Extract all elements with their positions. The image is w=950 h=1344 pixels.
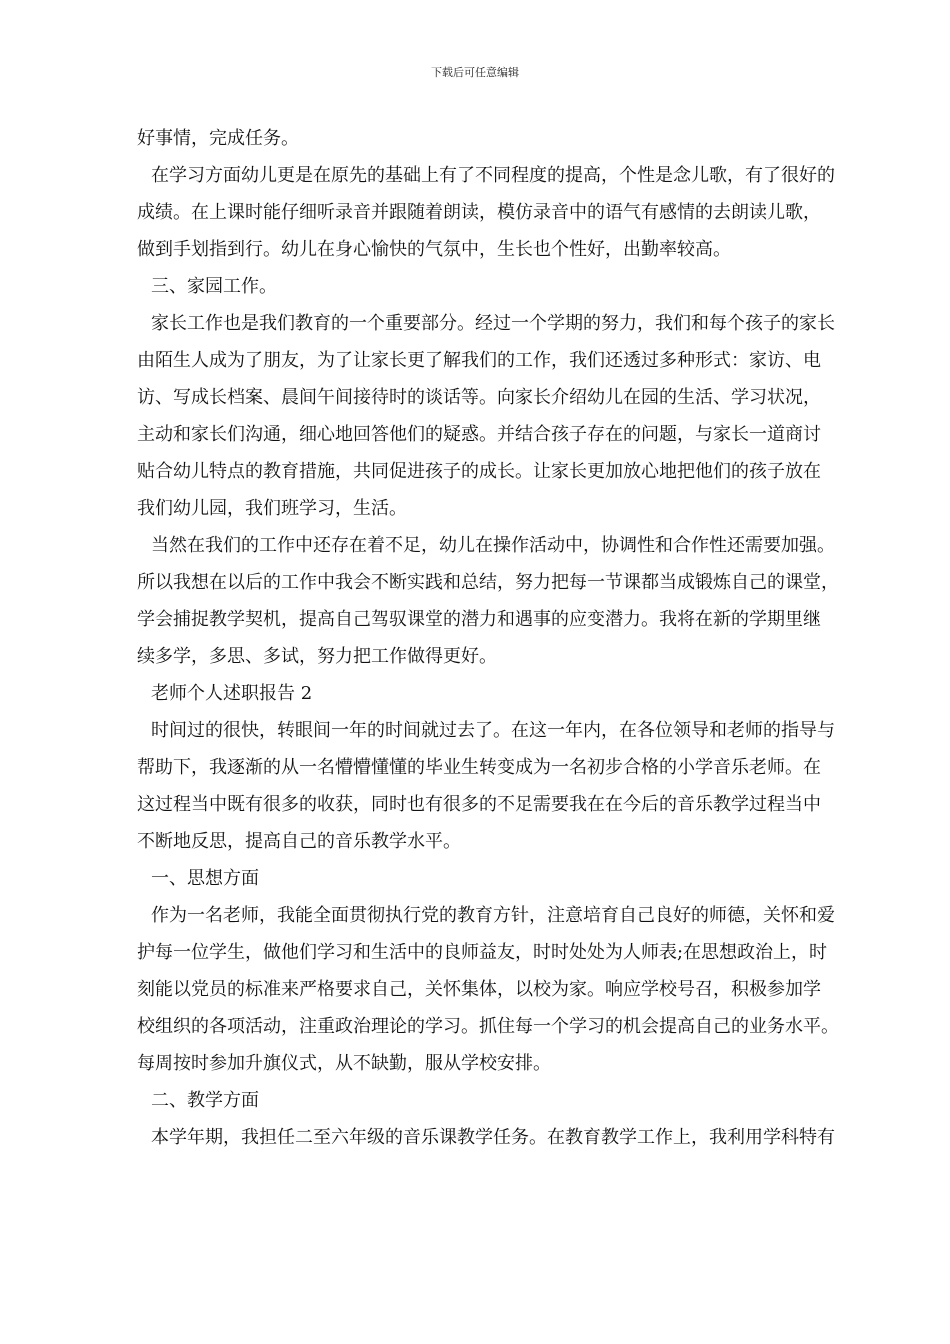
text-line: 成绩。在上课时能仔细听录音并跟随着朗读，模仿录音中的语气有感情的去朗读儿歌， [137,202,821,223]
text-line: 贴合幼儿特点的教育措施，共同促进孩子的成长。让家长更加放心地把他们的孩子放在 [137,461,821,482]
text-line: 学会捕捉教学契机，提高自己驾驭课堂的潜力和遇事的应变潜力。我将在新的学期里继 [137,609,821,630]
text-line: 家长工作也是我们教育的一个重要部分。经过一个学期的努力，我们和每个孩子的家长 [151,313,835,334]
text-line: 续多学，多思、多试，努力把工作做得更好。 [137,646,497,667]
text-line: 在学习方面幼儿更是在原先的基础上有了不同程度的提高，个性是念儿歌，有了很好的 [151,165,835,186]
page-header: 下载后可任意编辑 [431,66,519,79]
text-line: 护每一位学生，做他们学习和生活中的良师益友，时时处处为人师表;在思想政治上，时 [137,942,828,963]
text-line: 时间过的很快，转眼间一年的时间就过去了。在这一年内，在各位领导和老师的指导与 [151,720,835,741]
text-line: 做到手划指到行。幼儿在身心愉快的气氛中，生长也个性好，出勤率较高。 [137,239,731,260]
text-line: 访、写成长档案、晨间午间接待时的谈话等。向家长介绍幼儿在园的生活、学习状况， [137,387,821,408]
text-line: 不断地反思，提高自己的音乐教学水平。 [137,831,461,852]
text-line: 所以我想在以后的工作中我会不断实践和总结，努力把每一节课都当成锻炼自己的课堂， [137,572,839,593]
text-line: 每周按时参加升旗仪式，从不缺勤，服从学校安排。 [137,1053,551,1074]
text-line: 本学年期，我担任二至六年级的音乐课教学任务。在教育教学工作上，我利用学科特有 [151,1127,835,1148]
text-line: 我们幼儿园，我们班学习，生活。 [137,498,407,519]
text-line: 老师个人述职报告 2 [151,683,313,704]
text-line: 刻能以党员的标准来严格要求自己，关怀集体，以校为家。响应学校号召，积极参加学 [137,979,821,1000]
text-line: 当然在我们的工作中还存在着不足，幼儿在操作活动中，协调性和合作性还需要加强。 [151,535,835,556]
text-line: 二、教学方面 [151,1090,259,1111]
text-line: 由陌生人成为了朋友，为了让家长更了解我们的工作，我们还透过多种形式：家访、电 [137,350,821,371]
text-line: 帮助下，我逐渐的从一名懵懵懂懂的毕业生转变成为一名初步合格的小学音乐老师。在 [137,757,821,778]
text-line: 三、家园工作。 [151,276,277,297]
document-body [137,120,887,1156]
text-line: 主动和家长们沟通，细心地回答他们的疑惑。并结合孩子存在的问题，与家长一道商讨 [137,424,821,445]
text-line: 好事情，完成任务。 [137,128,299,149]
text-line: 校组织的各项活动，注重政治理论的学习。抓住每一个学习的机会提高自己的业务水平。 [137,1016,839,1037]
text-line: 一、思想方面 [151,868,259,889]
text-line: 作为一名老师，我能全面贯彻执行党的教育方针，注意培育自己良好的师德，关怀和爱 [151,905,835,926]
text-line: 这过程当中既有很多的收获，同时也有很多的不足需要我在在今后的音乐教学过程当中 [137,794,821,815]
